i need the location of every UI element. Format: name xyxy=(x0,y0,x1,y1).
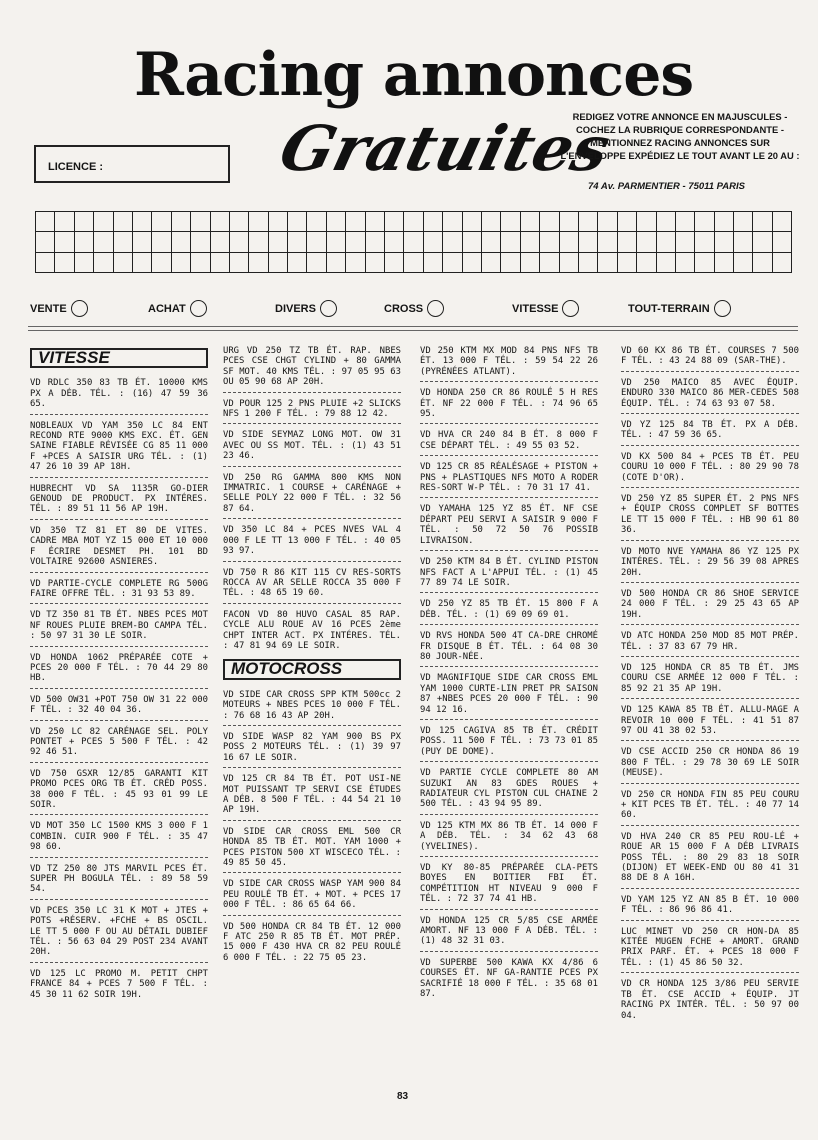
grid-cell[interactable] xyxy=(152,252,171,272)
grid-cell[interactable] xyxy=(365,232,384,252)
classified-ad: VD 350 TZ 81 ET 80 DE VITES. CADRE MBA MOT YZ 15 000 ET 10 000 F ÉCRIRE DESMET PH. 101 BD VOLTAIRE 92600 ASNIERES. xyxy=(30,524,208,573)
classified-ad: VD 350 LC 84 + PCES NVES VAL 4 000 F LE TT 13 000 F TÉL. : 40 05 93 97. xyxy=(223,523,401,561)
divers-checkbox[interactable] xyxy=(320,300,337,317)
grid-cell[interactable] xyxy=(520,212,539,232)
grid-cell[interactable] xyxy=(559,252,578,272)
category-cross[interactable] xyxy=(384,300,444,317)
classified-ad: VD RVS HONDA 500 4T CA-DRE CHROMÉ FR DISQUE B ÉT. TÉL. : 64 08 30 80 JOUR-NÉE. xyxy=(420,629,598,667)
grid-cell[interactable] xyxy=(191,212,210,232)
grid-cell[interactable] xyxy=(132,212,151,232)
grid-cell[interactable] xyxy=(74,212,93,232)
grid-cell[interactable] xyxy=(753,232,772,252)
vitesse-checkbox[interactable] xyxy=(562,300,579,317)
grid-cell[interactable] xyxy=(423,232,442,252)
classified-ad: VD PARTIE-CYCLE COMPLETE RG 500G FAIRE OFFRE TÉL. : 31 93 53 89. xyxy=(30,577,208,605)
classified-ad: VD 750 GSXR 12/85 GARANTI KIT PROMO PCES ORG TB ÉT. CRÉD POSS. 38 000 F TÉL. : 45 93 01 99 LE SOIR. xyxy=(30,767,208,816)
grid-cell[interactable] xyxy=(55,212,74,232)
classified-ad: VD YAMAHA 125 YZ 85 ÉT. NF CSE DÉPART PEU SERVI A SAISIR 9 000 F TÉL. : 50 72 50 76 POSSIB LIVRAISON. xyxy=(420,502,598,551)
grid-cell[interactable] xyxy=(94,252,113,272)
grid-cell[interactable] xyxy=(36,212,55,232)
classified-ad: VD PARTIE CYCLE COMPLETE 80 AM SUZUKI AN 83 GDES ROUES + RADIATEUR CYL PISTON CUL CHAINE 2 500 TÉL. : 43 94 95 89. xyxy=(420,766,598,815)
grid-cell[interactable] xyxy=(772,232,791,252)
grid-cell[interactable] xyxy=(714,212,733,232)
divider xyxy=(28,330,798,331)
grid-cell[interactable] xyxy=(404,232,423,252)
grid-cell[interactable] xyxy=(191,252,210,272)
grid-cell[interactable] xyxy=(171,252,190,272)
classified-ad: VD TZ 250 80 JTS MARVIL PCES ÉT. SUPER PH BOGULA TÉL. : 89 58 59 54. xyxy=(30,862,208,900)
grid-cell[interactable] xyxy=(675,212,694,232)
grid-cell[interactable] xyxy=(346,212,365,232)
column-3-ads xyxy=(420,344,598,1004)
grid-cell[interactable] xyxy=(385,252,404,272)
classified-ad: VD 250 KTM 84 B ÉT. CYLIND PISTON NFS FACT A L'APPUI TÉL. : (1) 45 77 89 74 LE SOIR. xyxy=(420,555,598,593)
classified-ad: VD SIDE CAR CROSS EML 500 CR HONDA 85 TB ÉT. MOT. YAM 1000 + PCES PISTON 500 XT WISCECO TÉL. : 49 85 50 45. xyxy=(223,825,401,874)
grid-cell[interactable] xyxy=(36,252,55,272)
classified-ad: HUBRECHT VD SA 1135R GO-DIER GENOUD DE PRODUCT. PX INTÉRES. TÉL. : 89 51 11 56 AP 19H. xyxy=(30,482,208,520)
classified-ad: VD CSE ACCID 250 CR HONDA 86 19 800 F TÉL. : 29 78 30 69 LE SOIR (MEUSE). xyxy=(621,745,799,783)
grid-cell[interactable] xyxy=(520,252,539,272)
category-vitesse-label: VITESSE xyxy=(512,302,559,315)
grid-cell[interactable] xyxy=(132,232,151,252)
grid-cell[interactable] xyxy=(423,252,442,272)
grid-cell[interactable] xyxy=(772,212,791,232)
classified-ad: VD MAGNIFIQUE SIDE CAR CROSS EML YAM 1000 CURTE-LIN PRET PR SAISON 87 +NBES PCES 20 000 F TÉL. : 90 94 12 16. xyxy=(420,671,598,720)
grid-cell[interactable] xyxy=(501,252,520,272)
grid-cell[interactable] xyxy=(229,232,248,252)
grid-cell[interactable] xyxy=(578,252,597,272)
grid-cell[interactable] xyxy=(462,252,481,272)
grid-cell[interactable] xyxy=(288,212,307,232)
grid-cell[interactable] xyxy=(152,212,171,232)
grid-cell[interactable] xyxy=(734,232,753,252)
page-number: 83 xyxy=(397,1091,409,1102)
grid-cell[interactable] xyxy=(753,252,772,272)
grid-cell[interactable] xyxy=(714,252,733,272)
column-2-ads-top xyxy=(223,344,401,655)
grid-cell[interactable] xyxy=(772,252,791,272)
classified-ad: VD RDLC 350 83 TB ÉT. 10000 KMS PX A DÉB. TÉL. : (16) 47 59 36 65. xyxy=(30,376,208,414)
section-motocross-heading: MOTOCROSS xyxy=(223,659,401,679)
classified-ad: VD MOTO NVE YAMAHA 86 YZ 125 PX INTÉRES. TÉL. : 29 56 39 08 APRES 20H. xyxy=(621,545,799,583)
grid-cell[interactable] xyxy=(637,232,656,252)
grid-cell[interactable] xyxy=(404,252,423,272)
grid-cell[interactable] xyxy=(113,252,132,272)
classified-ad: NOBLEAUX VD YAM 350 LC 84 ENT RECOND RTE 9000 KMS EXC. ÉT. GEN SAINE FIABLE RÉVISÉE CG 85 11 000 F +PCES A SAISIR URG TÉL. : (1) 47 26 10 39 AP 18H. xyxy=(30,419,208,478)
classified-ad: VD 500 HONDA CR 84 TB ÉT. 12 000 F ATC 250 R 85 TB ÉT. MOT PRÉP. 15 000 F 430 HVA CR 82 PEU ROULÉ 6 000 F TÉL. : 22 75 05 23. xyxy=(223,921,401,963)
page-title: Racing annonces xyxy=(134,40,694,110)
classified-ad: VD 250 LC 82 CARÉNAGE SEL. POLY PONTET + PCES 5 500 F TÉL. : 42 92 46 51. xyxy=(30,725,208,763)
classified-ad: VD 250 CR HONDA FIN 85 PEU COURU + KIT PCES TB ÉT. TÉL. : 40 77 14 60. xyxy=(621,788,799,826)
grid-cell[interactable] xyxy=(501,232,520,252)
grid-cell[interactable] xyxy=(288,252,307,272)
grid-cell[interactable] xyxy=(171,212,190,232)
classified-ad: VD 250 YZ 85 TB ÉT. 15 800 F A DÉB. TÉL. : (1) 69 09 69 01. xyxy=(420,597,598,625)
classified-ad: VD 500 HONDA CR 86 SHOE SERVICE 24 000 F TÉL. : 29 25 43 65 AP 19H. xyxy=(621,587,799,625)
grid-cell[interactable] xyxy=(229,252,248,272)
grid-cell[interactable] xyxy=(617,212,636,232)
column-4 xyxy=(621,344,799,1029)
grid-cell[interactable] xyxy=(695,232,714,252)
grid-cell[interactable] xyxy=(675,252,694,272)
grid-cell[interactable] xyxy=(268,232,287,252)
grid-cell[interactable] xyxy=(462,212,481,232)
classified-ad: VD HVA CR 240 84 B ÉT. 8 000 F CSE DÉPART TÉL. : 49 55 03 52. xyxy=(420,428,598,456)
classified-ad: VD YAM 125 YZ AN 85 B ÉT. 10 000 F TÉL. : 86 96 86 41. xyxy=(621,893,799,921)
grid-cell[interactable] xyxy=(753,212,772,232)
grid-cell[interactable] xyxy=(171,232,190,252)
grid-cell[interactable] xyxy=(326,212,345,232)
classified-ad: VD KX 500 84 + PCES TB ÉT. PEU COURU 10 000 F TÉL. : 80 29 90 78 (COTE D'OR). xyxy=(621,450,799,488)
grid-cell[interactable] xyxy=(481,212,500,232)
grid-cell[interactable] xyxy=(598,232,617,252)
category-divers[interactable] xyxy=(275,300,337,317)
classified-ad: VD YZ 125 84 TB ÉT. PX A DÉB. TÉL. : 47 59 36 65. xyxy=(621,418,799,446)
grid-cell[interactable] xyxy=(249,212,268,232)
divider xyxy=(28,326,798,327)
classified-ad: VD 500 OW31 +POT 750 OW 31 22 000 F TÉL. : 32 40 04 36. xyxy=(30,693,208,721)
category-vente-label: VENTE xyxy=(30,302,67,315)
grid-cell[interactable] xyxy=(288,232,307,252)
classified-ad: VD 125 LC PROMO M. PETIT CHPT FRANCE 84 + PCES 7 500 F TÉL. : 45 30 11 62 SOIR 19H. xyxy=(30,968,208,1000)
grid-cell[interactable] xyxy=(598,252,617,272)
grid-cell[interactable] xyxy=(695,252,714,272)
mailing-address: 74 Av. PARMENTIER - 75011 PARIS xyxy=(588,181,745,192)
section-vitesse-heading: VITESSE xyxy=(30,348,208,368)
classified-ad: VD 125 KTM MX 86 TB ÉT. 14 000 F A DÉB. TÉL. : 34 62 43 68 (YVELINES). xyxy=(420,819,598,857)
classified-ad: VD POUR 125 2 PNS PLUIE +2 SLICKS NFS 1 200 F TÉL. : 79 88 12 42. xyxy=(223,397,401,425)
column-4-ads xyxy=(621,344,799,1025)
classified-ad: VD HONDA 250 CR 86 ROULÉ 5 H RES ÉT. NF 22 000 F TÉL. : 74 96 65 95. xyxy=(420,386,598,424)
grid-cell[interactable] xyxy=(210,232,229,252)
classified-ad: VD 250 RG GAMMA 800 KMS NON IMMATRIC. 1 COURSE + CARÉNAGE + SELLE POLY 22 000 F TÉL. : 32 56 87 64. xyxy=(223,471,401,520)
grid-cell[interactable] xyxy=(326,252,345,272)
grid-cell[interactable] xyxy=(656,252,675,272)
classified-ad: VD SIDE CAR CROSS SPP KTM 500cc 2 MOTEURS + NBES PCES 10 000 F TÉL. : 76 68 16 43 AP 20H. xyxy=(223,688,401,726)
grid-cell[interactable] xyxy=(443,232,462,252)
grid-cell[interactable] xyxy=(481,252,500,272)
classified-ad: VD 60 KX 86 TB ÉT. COURSES 7 500 F TÉL. : 43 24 88 09 (SAR-THE). xyxy=(621,344,799,372)
grid-cell[interactable] xyxy=(229,212,248,232)
grid-cell[interactable] xyxy=(385,232,404,252)
grid-cell[interactable] xyxy=(617,252,636,272)
grid-cell[interactable] xyxy=(559,212,578,232)
category-tout-terrain-label: TOUT-TERRAIN xyxy=(628,302,710,315)
grid-cell[interactable] xyxy=(598,212,617,232)
classified-ad: VD 750 R 86 KIT 115 CV RES-SORTS ROCCA AV AR SELLE ROCCA 35 000 F TÉL. : 48 65 19 60. xyxy=(223,566,401,604)
grid-cell[interactable] xyxy=(714,232,733,252)
column-3 xyxy=(420,344,598,1008)
grid-cell[interactable] xyxy=(617,232,636,252)
grid-cell[interactable] xyxy=(637,252,656,272)
grid-cell[interactable] xyxy=(249,232,268,252)
classified-ad: VD MOT 350 LC 1500 KMS 3 000 F 1 COMBIN. CUIR 900 F TÉL. : 35 47 98 60. xyxy=(30,819,208,857)
grid-cell[interactable] xyxy=(249,252,268,272)
grid-cell[interactable] xyxy=(734,252,753,272)
grid-cell[interactable] xyxy=(404,212,423,232)
grid-cell[interactable] xyxy=(36,232,55,252)
cross-checkbox[interactable] xyxy=(427,300,444,317)
page-subtitle: Gratuites xyxy=(272,112,618,185)
column-2-ads-bottom xyxy=(223,688,401,968)
grid-cell[interactable] xyxy=(501,212,520,232)
classified-ad: FACON VD 80 HUVO CASAL 85 RAP. CYCLE ALU ROUE AV 16 PCES 2ème CHPT INTER ACT. PX INTÉRES. TÉL. : 47 81 94 69 LE SOIR. xyxy=(223,609,401,651)
grid-cell[interactable] xyxy=(210,252,229,272)
column-1-ads xyxy=(30,376,208,1004)
classified-ad: VD 125 KAWA 85 TB ÉT. ALLU-MAGE A REVOIR 10 000 F TÉL. : 41 51 87 97 OU 41 38 02 53. xyxy=(621,703,799,741)
grid-cell[interactable] xyxy=(307,232,326,252)
category-achat[interactable] xyxy=(148,300,207,317)
instructions-text: REDIGEZ VOTRE ANNONCE EN MAJUSCULES - COCHEZ LA RUBRIQUE CORRESPONDANTE - MENTIONNEZ RACING ANNONCES SUR L'ENVELOPPE EXPÉDIEZ LE TOUT AVANT LE 20 AU : xyxy=(560,111,800,161)
grid-cell[interactable] xyxy=(210,212,229,232)
category-achat-label: ACHAT xyxy=(148,302,186,315)
classified-ad: VD CR HONDA 125 3/86 PEU SERVIE TB ÉT. CSE ACCID + ÉQUIP. JT RACING PX INTÉR. TÉL. : 50 97 00 04. xyxy=(621,979,799,1021)
grid-cell[interactable] xyxy=(132,252,151,272)
grid-cell[interactable] xyxy=(656,212,675,232)
licence-label: LICENCE : xyxy=(48,161,103,173)
classified-ad: VD ATC HONDA 250 MOD 85 MOT PRÉP. TÉL. : 37 83 67 79 HR. xyxy=(621,629,799,657)
grid-cell[interactable] xyxy=(326,232,345,252)
grid-cell[interactable] xyxy=(55,232,74,252)
grid-cell[interactable] xyxy=(481,232,500,252)
licence-field[interactable] xyxy=(34,145,230,183)
grid-cell[interactable] xyxy=(55,252,74,272)
classified-ad: VD HVA 240 CR 85 PEU ROU-LÉ + ROUE AR 15 000 F A DÉB LIVRAIS POSS TÉL. : 80 29 83 18 SOIR (DIJON) ET WEEK-END OU 80 41 31 88 DE 8 A 16H. xyxy=(621,830,799,889)
achat-checkbox[interactable] xyxy=(190,300,207,317)
grid-cell[interactable] xyxy=(578,212,597,232)
grid-cell[interactable] xyxy=(559,232,578,252)
grid-cell[interactable] xyxy=(346,232,365,252)
grid-cell[interactable] xyxy=(307,252,326,272)
classified-ad: VD 250 MAICO 85 AVEC ÉQUIP. ENDURO 330 MAICO 86 MER-CEDES 508 ÉQUIP. TÉL. : 74 63 93 07 58. xyxy=(621,376,799,414)
grid-cell[interactable] xyxy=(191,232,210,252)
grid-row xyxy=(36,212,792,232)
grid-cell[interactable] xyxy=(74,252,93,272)
grid-cell[interactable] xyxy=(734,212,753,232)
category-vente[interactable] xyxy=(30,300,88,317)
grid-cell[interactable] xyxy=(113,232,132,252)
classified-ad: VD TZ 350 81 TB ÉT. NBES PCES MOT NF ROUES PLUIE BREM-BO CAMPA TÉL. : 50 97 31 30 LE SOIR. xyxy=(30,608,208,646)
grid-cell[interactable] xyxy=(307,212,326,232)
classified-ad: VD SIDE CAR CROSS WASP YAM 900 84 PEU ROULÉ TB ÉT. + MOT. + PCES 17 000 F TÉL. : 86 65 64 66. xyxy=(223,877,401,915)
classified-ad: VD HONDA 125 CR 5/85 CSE ARMÉE AMORT. NF 13 000 F A DÉB. TÉL. : (1) 48 32 31 03. xyxy=(420,914,598,952)
classified-ad: VD SUPERBE 500 KAWA KX 4/86 6 COURSES ÉT. NF GA-RANTIE PCES PX SACRIFIÉ 18 000 F TÉL. : 35 68 01 87. xyxy=(420,957,598,1000)
grid-cell[interactable] xyxy=(462,232,481,252)
vente-checkbox[interactable] xyxy=(71,300,88,317)
grid-cell[interactable] xyxy=(385,212,404,232)
classified-ad: VD 250 YZ 85 SUPER ÉT. 2 PNS NFS + ÉQUIP CROSS COMPLET SF BOTTES LE TT 15 000 F TÉL. : HB 90 61 80 36. xyxy=(621,492,799,541)
grid-cell[interactable] xyxy=(94,232,113,252)
grid-cell[interactable] xyxy=(152,232,171,252)
tout-terrain-checkbox[interactable] xyxy=(714,300,731,317)
classified-ad: VD PCES 350 LC 31 K MOT + JTES + POTS +RÉSERV. +FCHE + BS OSCIL. LE TT 5 000 F OU AU DÉTAIL DUBIEF TÉL. : 56 63 04 29 POST 234 AVANT 20H. xyxy=(30,904,208,963)
grid-cell[interactable] xyxy=(268,252,287,272)
category-vitesse[interactable] xyxy=(512,300,579,317)
grid-cell[interactable] xyxy=(675,232,694,252)
grid-cell[interactable] xyxy=(365,212,384,232)
grid-cell[interactable] xyxy=(94,212,113,232)
classified-ad: VD 250 KTM MX MOD 84 PNS NFS TB ÉT. 13 000 F TÉL. : 59 54 22 26 (PYRÉNÉES ATLANT). xyxy=(420,344,598,382)
grid-cell[interactable] xyxy=(540,212,559,232)
classified-ad: VD HONDA 1062 PRÉPARÉE COTE + PCES 20 000 F TÉL. : 70 44 29 80 HB. xyxy=(30,651,208,689)
grid-cell[interactable] xyxy=(695,212,714,232)
grid-cell[interactable] xyxy=(637,212,656,232)
classified-ad: VD 125 CR 84 TB ÉT. POT USI-NE MOT PUISSANT TP SERVI CSE ÉTUDES A DÉB. 8 500 F TÉL. : 44 54 21 10 AP 19H. xyxy=(223,772,401,821)
grid-cell[interactable] xyxy=(113,212,132,232)
grid-cell[interactable] xyxy=(365,252,384,272)
classified-ad: VD SIDE WASP 82 YAM 900 BS PX POSS 2 MOTEURS TÉL. : (1) 39 97 16 67 LE SOIR. xyxy=(223,730,401,768)
grid-row xyxy=(36,232,792,252)
classified-ad: VD KY 80-85 PRÉPARÉE CLA-PETS BOYES EN BOITIER FBI ÉT. COMPÉTITION HT NIVEAU 9 000 F TÉL. : 72 37 74 41 HB. xyxy=(420,861,598,910)
grid-cell[interactable] xyxy=(74,232,93,252)
classified-ad: VD 125 HONDA CR 85 TB ÉT. JMS COURU CSE ARMÉE 12 000 F TÉL. : 85 92 21 35 AP 19H. xyxy=(621,661,799,699)
category-divers-label: DIVERS xyxy=(275,302,316,315)
classified-ad: URG VD 250 TZ TB ÉT. RAP. NBES PCES CSE CHGT CYLIND + 80 GAMMA SF MOT. 40 KMS TÉL. : 97 05 95 63 OU 05 90 68 AP 20H. xyxy=(223,344,401,393)
grid-cell[interactable] xyxy=(443,212,462,232)
grid-cell[interactable] xyxy=(423,212,442,232)
grid-cell[interactable] xyxy=(540,232,559,252)
grid-row xyxy=(36,252,792,272)
grid-cell[interactable] xyxy=(346,252,365,272)
grid-cell[interactable] xyxy=(443,252,462,272)
grid-cell[interactable] xyxy=(656,232,675,252)
classified-ad: LUC MINET VD 250 CR HON-DA 85 KITÉE MUGEN FCHE + AMORT. GRAND PRIX PARF. ÉT. + PCES 18 000 F TÉL. : (1) 45 86 50 32. xyxy=(621,925,799,974)
ad-entry-grid[interactable] xyxy=(35,211,792,273)
column-1 xyxy=(30,344,208,1008)
classified-ad: VD 125 CAGIVA 85 TB ÉT. CRÉDIT POSS. 11 500 F TÉL. : 73 73 01 85 (PUY DE DOME). xyxy=(420,724,598,762)
classified-ad: VD SIDE SEYMAZ LONG MOT. OW 31 AVEC OU SS MOT. TÉL. : (1) 43 51 23 46. xyxy=(223,428,401,466)
grid-cell[interactable] xyxy=(268,212,287,232)
grid-cell[interactable] xyxy=(520,232,539,252)
column-2 xyxy=(223,344,401,971)
grid-cell[interactable] xyxy=(578,232,597,252)
category-tout-terrain[interactable] xyxy=(628,300,731,317)
category-cross-label: CROSS xyxy=(384,302,424,315)
classified-ad: VD 125 CR 85 RÉALÉSAGE + PISTON + PNS + PLASTIQUES NFS MOTO A RODER RES-SORT W-P TÉL. : 70 31 17 41. xyxy=(420,460,598,498)
grid-cell[interactable] xyxy=(540,252,559,272)
